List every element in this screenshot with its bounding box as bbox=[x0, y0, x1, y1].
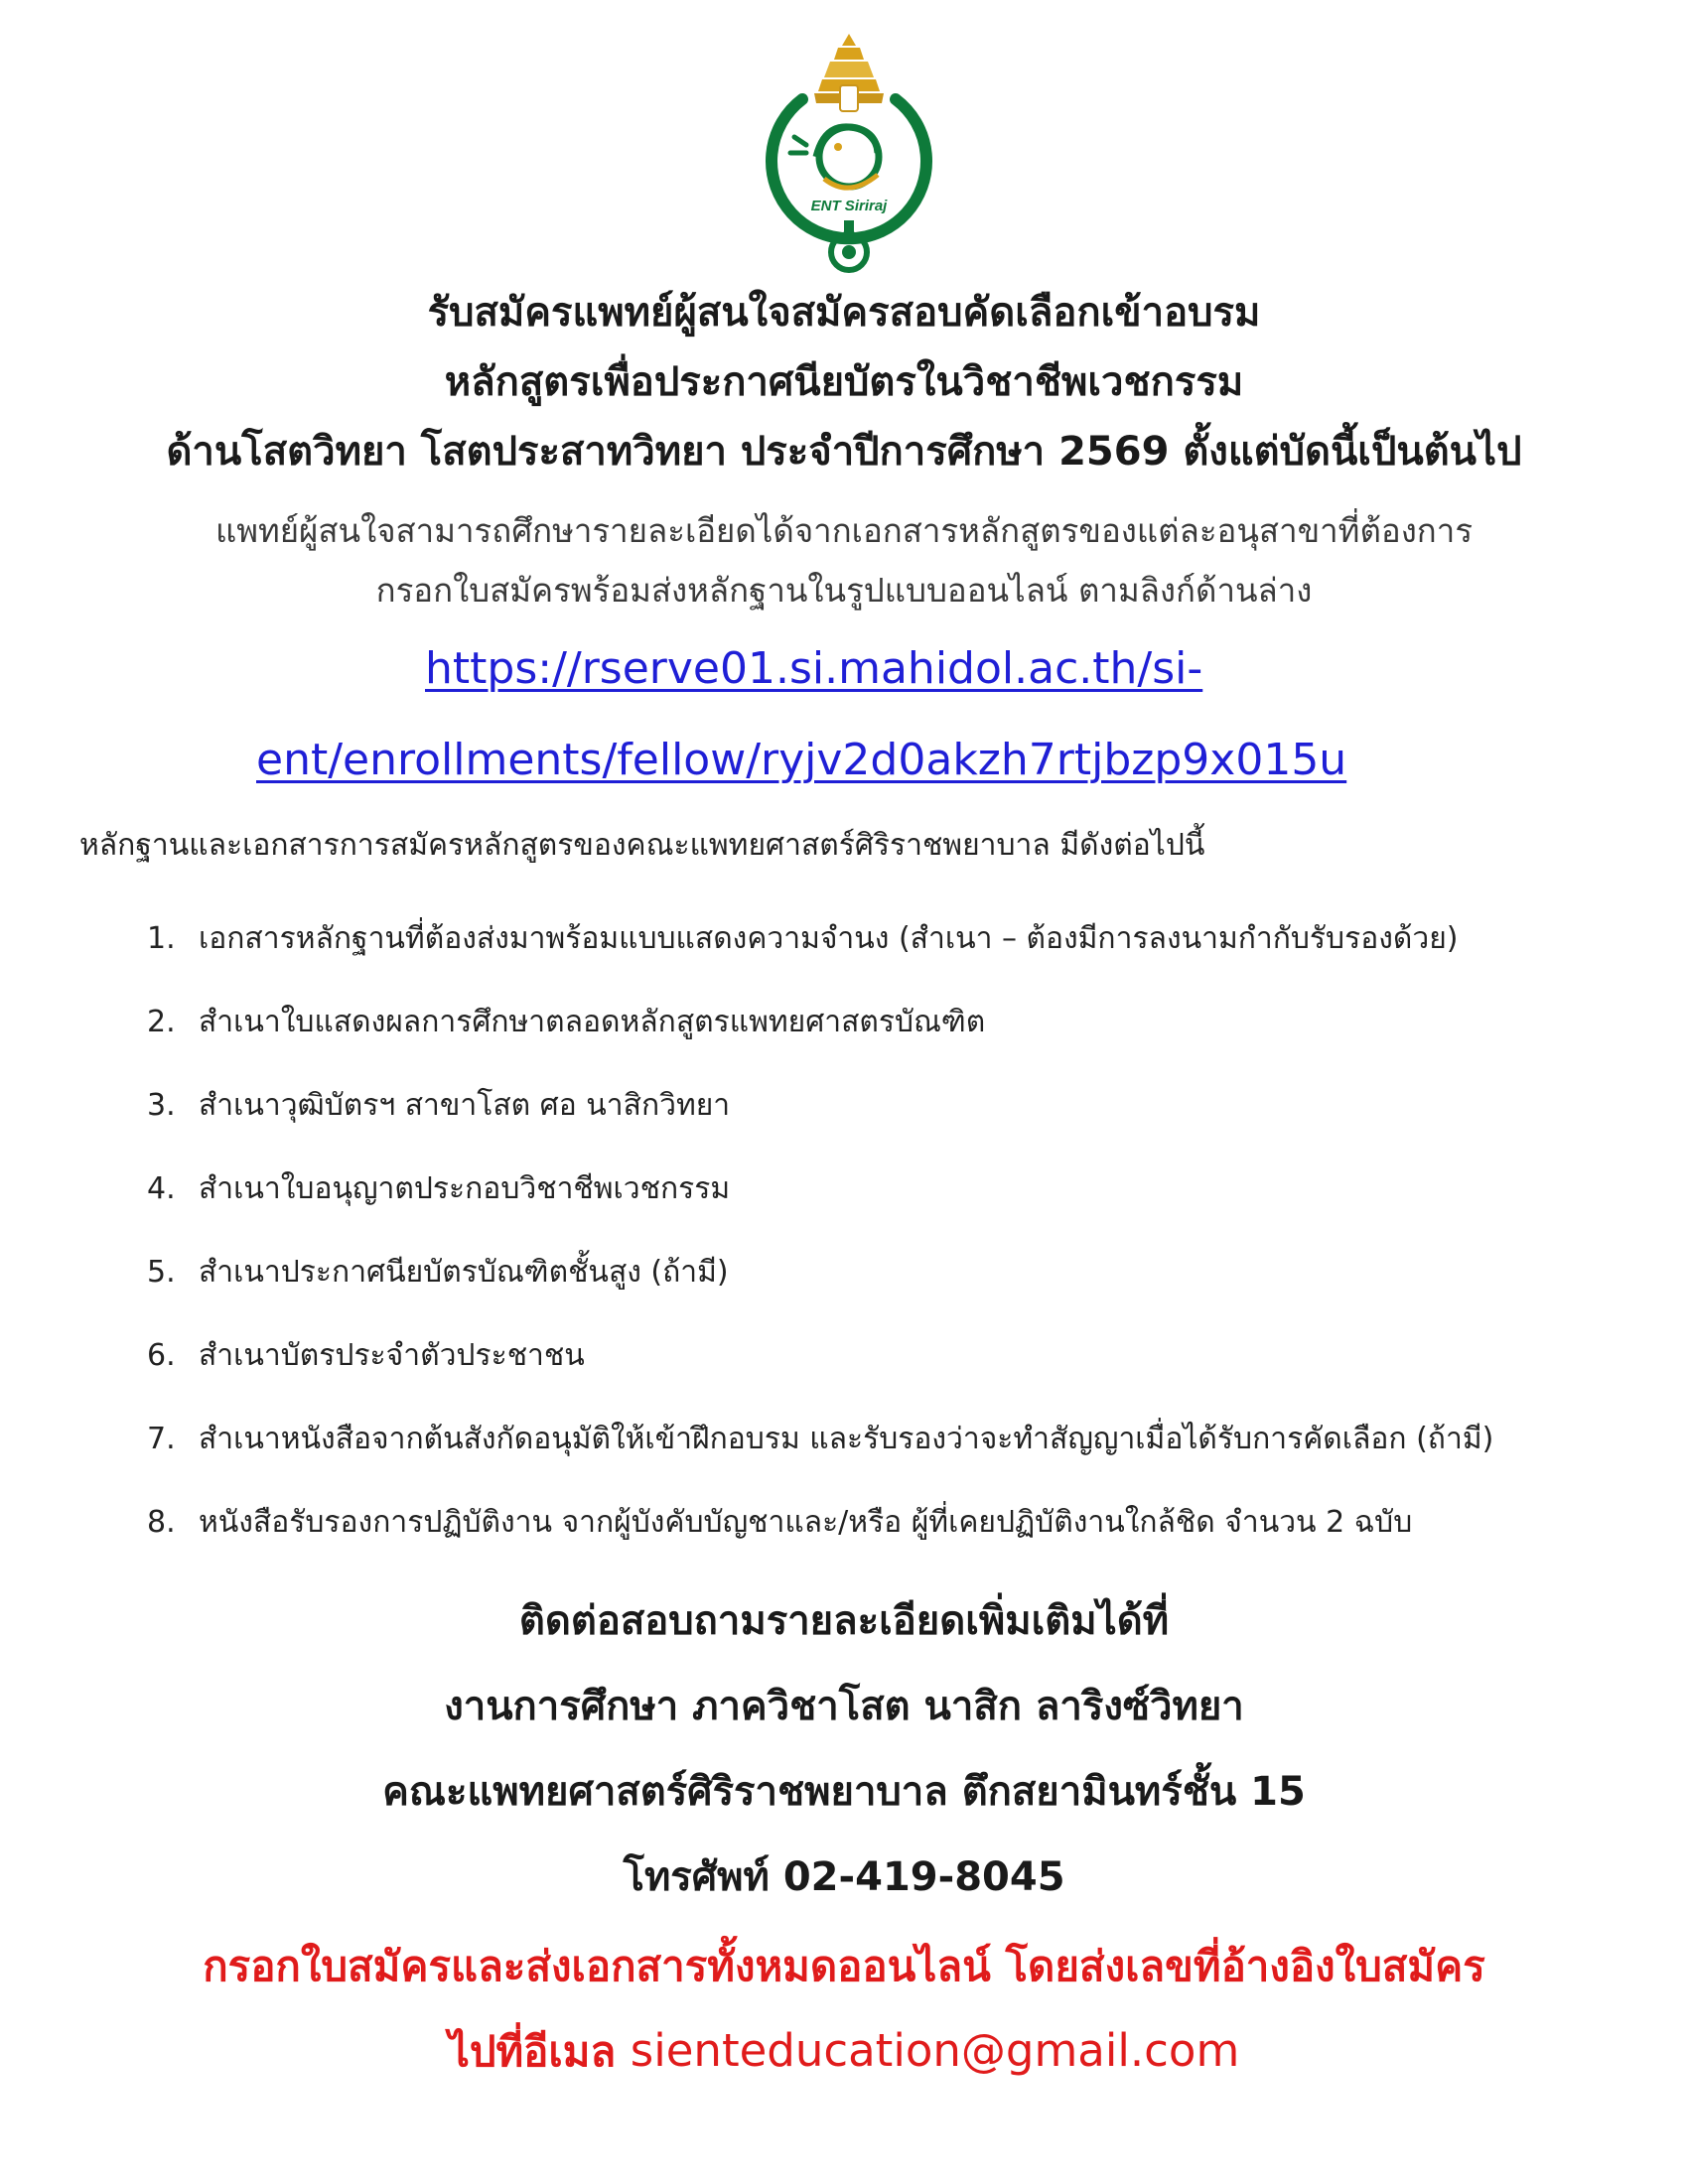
list-item bbox=[147, 999, 985, 1045]
list-item bbox=[147, 1332, 585, 1379]
list-item-number: 3. bbox=[147, 1088, 176, 1123]
contact-heading: ติดต่อสอบถามรายละเอียดเพิ่มเติมได้ที่ bbox=[518, 1598, 1170, 1644]
application-link-line-1[interactable]: https://rserve01.si.mahidol.ac.th/si- bbox=[425, 643, 1203, 694]
subtitle-line-2: กรอกใบสมัครพร้อมส่งหลักฐานในรูปแบบออนไลน์ ตามลิงก์ด้านล่าง bbox=[375, 571, 1313, 610]
subtitle-line-1: แพทย์ผู้สนใจสามารถศึกษารายละเอียดได้จากเอกสารหลักสูตรของแต่ละอนุสาขาที่ต้องการ bbox=[214, 511, 1474, 550]
crown-icon bbox=[814, 34, 884, 111]
contact-department: งานการศึกษา ภาควิชาโสต นาสิก ลาริงซ์วิทยา bbox=[444, 1684, 1244, 1729]
list-item-number: 1. bbox=[147, 921, 176, 956]
list-item bbox=[147, 1082, 730, 1129]
title-line-1: รับสมัครแพทย์ผู้สนใจสมัครสอบคัดเลือกเข้าอบรม bbox=[427, 290, 1261, 336]
list-item-number: 4. bbox=[147, 1171, 176, 1206]
list-item-text: สำเนาบัตรประจำตัวประชาชน bbox=[199, 1338, 585, 1373]
list-item-number: 7. bbox=[147, 1422, 176, 1456]
list-item-text: สำเนาวุฒิบัตรฯ สาขาโสต ศอ นาสิกวิทยา bbox=[199, 1088, 731, 1123]
submission-notice: กรอกใบสมัครและส่งเอกสารทั้งหมดออนไลน์ โดยส่งเลขที่อ้างอิงใบสมัคร bbox=[203, 1942, 1485, 1990]
list-item bbox=[147, 915, 1458, 962]
naga-emblem-icon bbox=[790, 127, 879, 188]
list-item bbox=[147, 1249, 729, 1296]
list-item bbox=[147, 1416, 1493, 1462]
list-item-text: สำเนาหนังสือจากต้นสังกัดอนุมัติให้เข้าฝึกอบรม และรับรองว่าจะทำสัญญาเมื่อได้รับการคัดเลือก (ถ้ามี) bbox=[199, 1422, 1494, 1456]
ent-siriraj-logo bbox=[755, 30, 943, 273]
title-line-2: หลักสูตรเพื่อประกาศนียบัตรในวิชาชีพเวชกรรม bbox=[444, 359, 1244, 405]
list-item-number: 2. bbox=[147, 1005, 176, 1039]
email-address[interactable]: sienteducation@gmail.com bbox=[630, 2024, 1240, 2077]
logo-text: ENT Siriraj bbox=[810, 198, 888, 214]
email-line bbox=[0, 2019, 1688, 2085]
application-link-line-2[interactable]: ent/enrollments/fellow/ryjv2d0akzh7rtjbzp9x015u bbox=[256, 735, 1347, 785]
contact-address: คณะแพทยศาสตร์ศิริราชพยาบาล ตึกสยามินทร์ชั้น 15 bbox=[382, 1769, 1306, 1815]
list-item bbox=[147, 1165, 730, 1212]
list-item-text: สำเนาใบแสดงผลการศึกษาตลอดหลักสูตรแพทยศาสตรบัณฑิต bbox=[199, 1005, 986, 1039]
list-item-text: เอกสารหลักฐานที่ต้องส่งมาพร้อมแบบแสดงความจำนง (สำเนา – ต้องมีการลงนามกำกับรับรองด้วย) bbox=[199, 921, 1459, 956]
list-item-text: สำเนาประกาศนียบัตรบัณฑิตชั้นสูง (ถ้ามี) bbox=[199, 1255, 729, 1290]
list-item bbox=[147, 1499, 1412, 1546]
list-item-number: 8. bbox=[147, 1505, 176, 1540]
list-item-number: 5. bbox=[147, 1255, 176, 1290]
list-item-text: หนังสือรับรองการปฏิบัติงาน จากผู้บังคับบัญชาและ/หรือ ผู้ที่เคยปฏิบัติงานใกล้ชิด จำนวน 2 ฉบับ bbox=[199, 1505, 1413, 1540]
documents-intro: หลักฐานและเอกสารการสมัครหลักสูตรของคณะแพทยศาสตร์ศิริราชพยาบาล มีดังต่อไปนี้ bbox=[79, 828, 1205, 863]
contact-phone: โทรศัพท์ 02-419-8045 bbox=[623, 1854, 1065, 1900]
email-prefix: ไปที่อีเมล bbox=[448, 2027, 631, 2076]
list-item-number: 6. bbox=[147, 1338, 176, 1373]
title-line-3: ด้านโสตวิทยา โสตประสาทวิทยา ประจำปีการศึกษา 2569 ตั้งแต่บัดนี้เป็นต้นไป bbox=[166, 429, 1522, 475]
list-item-text: สำเนาใบอนุญาตประกอบวิชาชีพเวชกรรม bbox=[199, 1171, 731, 1206]
